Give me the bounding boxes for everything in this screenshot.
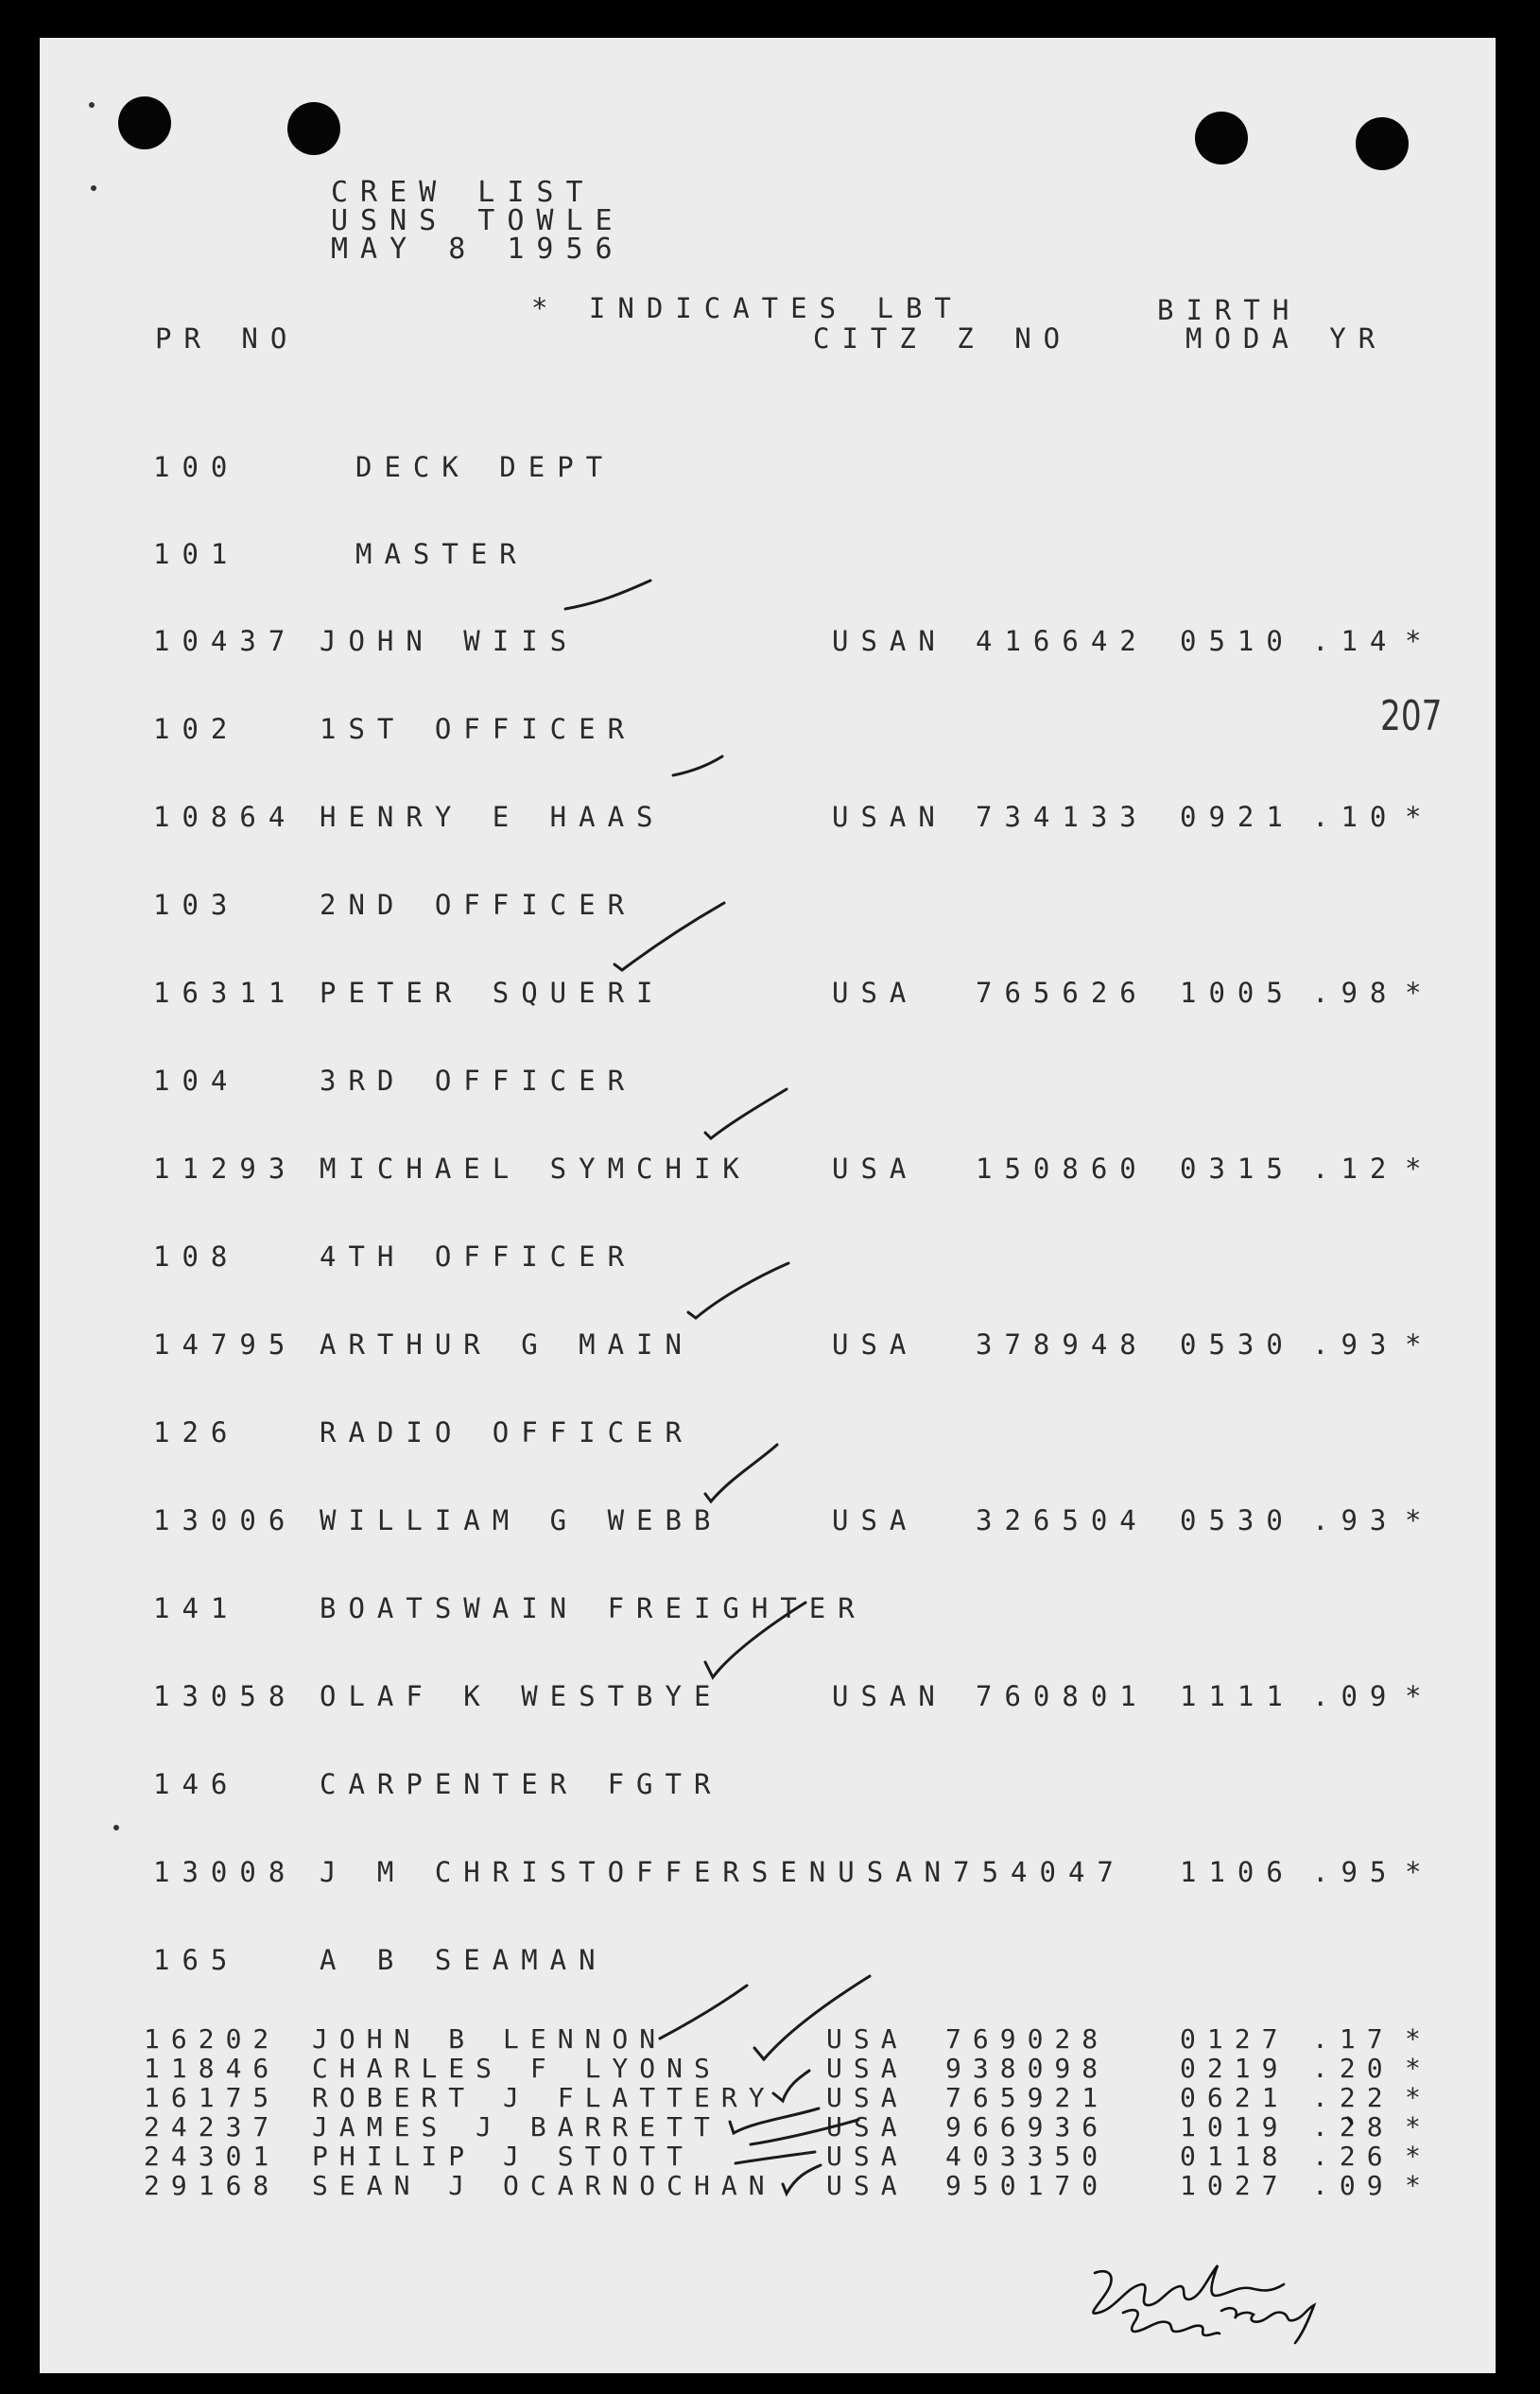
- position-title: 1ST OFFICER: [320, 713, 637, 745]
- citizenship: USA: [826, 2141, 908, 2172]
- page-number: 207: [1380, 692, 1443, 740]
- birth-year: .95: [1312, 1856, 1399, 1888]
- z-number: 769028: [945, 2023, 1110, 2055]
- lbt-indicator: *: [1405, 625, 1434, 657]
- birth-year: .93: [1312, 1504, 1399, 1536]
- crew-name: ARTHUR G MAIN: [320, 1328, 694, 1361]
- citizenship: USA: [832, 1328, 919, 1361]
- birth-moda: 0921: [1180, 801, 1295, 833]
- pr-number: 10437: [153, 625, 298, 657]
- pr-number: 24301: [144, 2141, 281, 2172]
- punch-hole: [1195, 112, 1248, 165]
- pr-number: 101: [153, 538, 240, 570]
- crew-name: JAMES J BARRETT: [312, 2111, 721, 2142]
- citizenship: USA: [826, 2023, 908, 2055]
- z-number: 938098: [945, 2053, 1110, 2084]
- pr-number: 29168: [144, 2170, 281, 2201]
- z-number: 765626: [976, 977, 1149, 1009]
- crew-name: CHARLES F LYONS: [312, 2053, 721, 2084]
- position-title: DECK DEPT: [355, 451, 615, 483]
- z-number: 150860: [976, 1153, 1149, 1185]
- position-title: A B SEAMAN: [320, 1944, 608, 1976]
- lbt-indicator: *: [1405, 801, 1434, 833]
- pr-number: 13058: [153, 1680, 298, 1712]
- pr-number: 16202: [144, 2023, 281, 2055]
- paper-speck: [91, 185, 96, 191]
- lbt-indicator: *: [1405, 1856, 1434, 1888]
- pr-number: 13008: [153, 1856, 298, 1888]
- lbt-indicator: *: [1405, 2170, 1432, 2201]
- pr-number: 16311: [153, 977, 298, 1009]
- birth-moda: 1106: [1180, 1856, 1295, 1888]
- birth-year: .93: [1312, 1328, 1399, 1361]
- lbt-indicator: *: [1405, 2141, 1432, 2172]
- punch-hole: [1356, 117, 1409, 170]
- birth-year: .14: [1312, 625, 1399, 657]
- position-title: 2ND OFFICER: [320, 889, 637, 921]
- header-line-2: USNS TOWLE: [331, 204, 625, 237]
- crew-name: WILLIAM G WEBB: [320, 1504, 723, 1536]
- birth-year: .12: [1312, 1153, 1399, 1185]
- pr-number: 108: [153, 1240, 240, 1273]
- birth-moda: 0621: [1180, 2082, 1289, 2113]
- pr-number: 103: [153, 889, 240, 921]
- citizenship: USA: [826, 2082, 908, 2113]
- pr-number: 11846: [144, 2053, 281, 2084]
- z-number: 326504: [976, 1504, 1149, 1536]
- z-number: 734133: [976, 801, 1149, 833]
- pr-number: 14795: [153, 1328, 298, 1361]
- position-title: BOATSWAIN FREIGHTER: [320, 1592, 867, 1624]
- crew-list-page: [40, 38, 1496, 2373]
- birth-moda: 1019: [1180, 2111, 1289, 2142]
- crew-name: JOHN B LENNON: [312, 2023, 667, 2055]
- pr-number: 10864: [153, 801, 298, 833]
- birth-year: .26: [1312, 2141, 1394, 2172]
- lbt-indicator: *: [1405, 1153, 1434, 1185]
- birth-moda: 0530: [1180, 1504, 1295, 1536]
- citizenship: USA: [826, 2053, 908, 2084]
- pr-number: 146: [153, 1768, 240, 1800]
- pr-number: 141: [153, 1592, 240, 1624]
- inspector-signature: [1093, 2265, 1314, 2343]
- birth-year: .17: [1312, 2023, 1394, 2055]
- birth-year: .20: [1312, 2053, 1394, 2084]
- position-title: 4TH OFFICER: [320, 1240, 637, 1273]
- punch-hole: [287, 102, 340, 155]
- crew-name: PHILIP J STOTT: [312, 2141, 695, 2172]
- crew-name: MICHAEL SYMCHIK: [320, 1153, 752, 1185]
- punch-hole: [118, 96, 171, 149]
- pr-number: 165: [153, 1944, 240, 1976]
- crew-name: J M CHRISTOFFERSENUSAN754047: [320, 1856, 1126, 1888]
- pr-number: 24237: [144, 2111, 281, 2142]
- pr-number: 13006: [153, 1504, 298, 1536]
- pr-number: 16175: [144, 2082, 281, 2113]
- citizenship: USA: [826, 2111, 908, 2142]
- pr-number: 11293: [153, 1153, 298, 1185]
- pr-no-header: PR NO: [155, 322, 300, 355]
- header-line-1: CREW LIST: [331, 176, 596, 209]
- citz-z-no-header: CITZ Z NO: [813, 322, 1073, 355]
- crew-name: OLAF K WESTBYE: [320, 1680, 723, 1712]
- lbt-indicator: *: [1405, 2023, 1432, 2055]
- citizenship: USA: [826, 2170, 908, 2201]
- birth-year: .09: [1312, 1680, 1399, 1712]
- birth-moda: 0127: [1180, 2023, 1289, 2055]
- paper-speck: [89, 102, 95, 108]
- z-number: 403350: [945, 2141, 1110, 2172]
- z-number: 966936: [945, 2111, 1110, 2142]
- z-number: 760801: [976, 1680, 1149, 1712]
- crew-name: JOHN WIIS: [320, 625, 580, 657]
- lbt-indicator: *: [1405, 977, 1434, 1009]
- birth-year: .98: [1312, 977, 1399, 1009]
- citizenship: USAN: [832, 625, 947, 657]
- z-number: 378948: [976, 1328, 1149, 1361]
- paper-speck: [113, 1825, 119, 1830]
- position-title: CARPENTER FGTR: [320, 1768, 723, 1800]
- birth-moda: 1111: [1180, 1680, 1295, 1712]
- birth-year: .22: [1312, 2082, 1394, 2113]
- birth-year: .28: [1312, 2111, 1394, 2142]
- birth-moda: 0510: [1180, 625, 1295, 657]
- pr-number: 102: [153, 713, 240, 745]
- birth-moda: 0315: [1180, 1153, 1295, 1185]
- crew-name: ROBERT J FLATTERY: [312, 2082, 776, 2113]
- birth-moda: 0530: [1180, 1328, 1295, 1361]
- birth-year: .10: [1312, 801, 1399, 833]
- lbt-indicator: *: [1405, 2111, 1432, 2142]
- crew-name: PETER SQUERI: [320, 977, 666, 1009]
- pr-number: 104: [153, 1065, 240, 1097]
- lbt-indicator: *: [1405, 2053, 1432, 2084]
- moda-yr-header: MODA YR: [1185, 322, 1388, 355]
- z-number: 416642: [976, 625, 1149, 657]
- crew-name: HENRY E HAAS: [320, 801, 666, 833]
- birth-year: .09: [1312, 2170, 1394, 2201]
- citizenship: USAN: [832, 801, 947, 833]
- z-number: 765921: [945, 2082, 1110, 2113]
- position-title: MASTER: [355, 538, 528, 570]
- lbt-indicator: *: [1405, 1680, 1434, 1712]
- position-title: 3RD OFFICER: [320, 1065, 637, 1097]
- lbt-indicator: *: [1405, 1504, 1434, 1536]
- lbt-indicator: *: [1405, 1328, 1434, 1361]
- crew-name: SEAN J OCARNOCHAN: [312, 2170, 776, 2201]
- birth-moda: 1027: [1180, 2170, 1289, 2201]
- citizenship: USAN: [832, 1680, 947, 1712]
- pr-number: 100: [153, 451, 240, 483]
- birth-moda: 1005: [1180, 977, 1295, 1009]
- citizenship: USA: [832, 1153, 919, 1185]
- birth-moda: 0118: [1180, 2141, 1289, 2172]
- lbt-indicator: *: [1405, 2082, 1432, 2113]
- position-title: RADIO OFFICER: [320, 1416, 694, 1449]
- birth-header: BIRTH: [1157, 294, 1302, 326]
- birth-moda: 0219: [1180, 2053, 1289, 2084]
- pr-number: 126: [153, 1416, 240, 1449]
- citizenship: USA: [832, 977, 919, 1009]
- header-line-3: MAY 8 1956: [331, 233, 625, 266]
- lbt-legend: * INDICATES LBT: [531, 292, 963, 324]
- citizenship: USA: [832, 1504, 919, 1536]
- z-number: 950170: [945, 2170, 1110, 2201]
